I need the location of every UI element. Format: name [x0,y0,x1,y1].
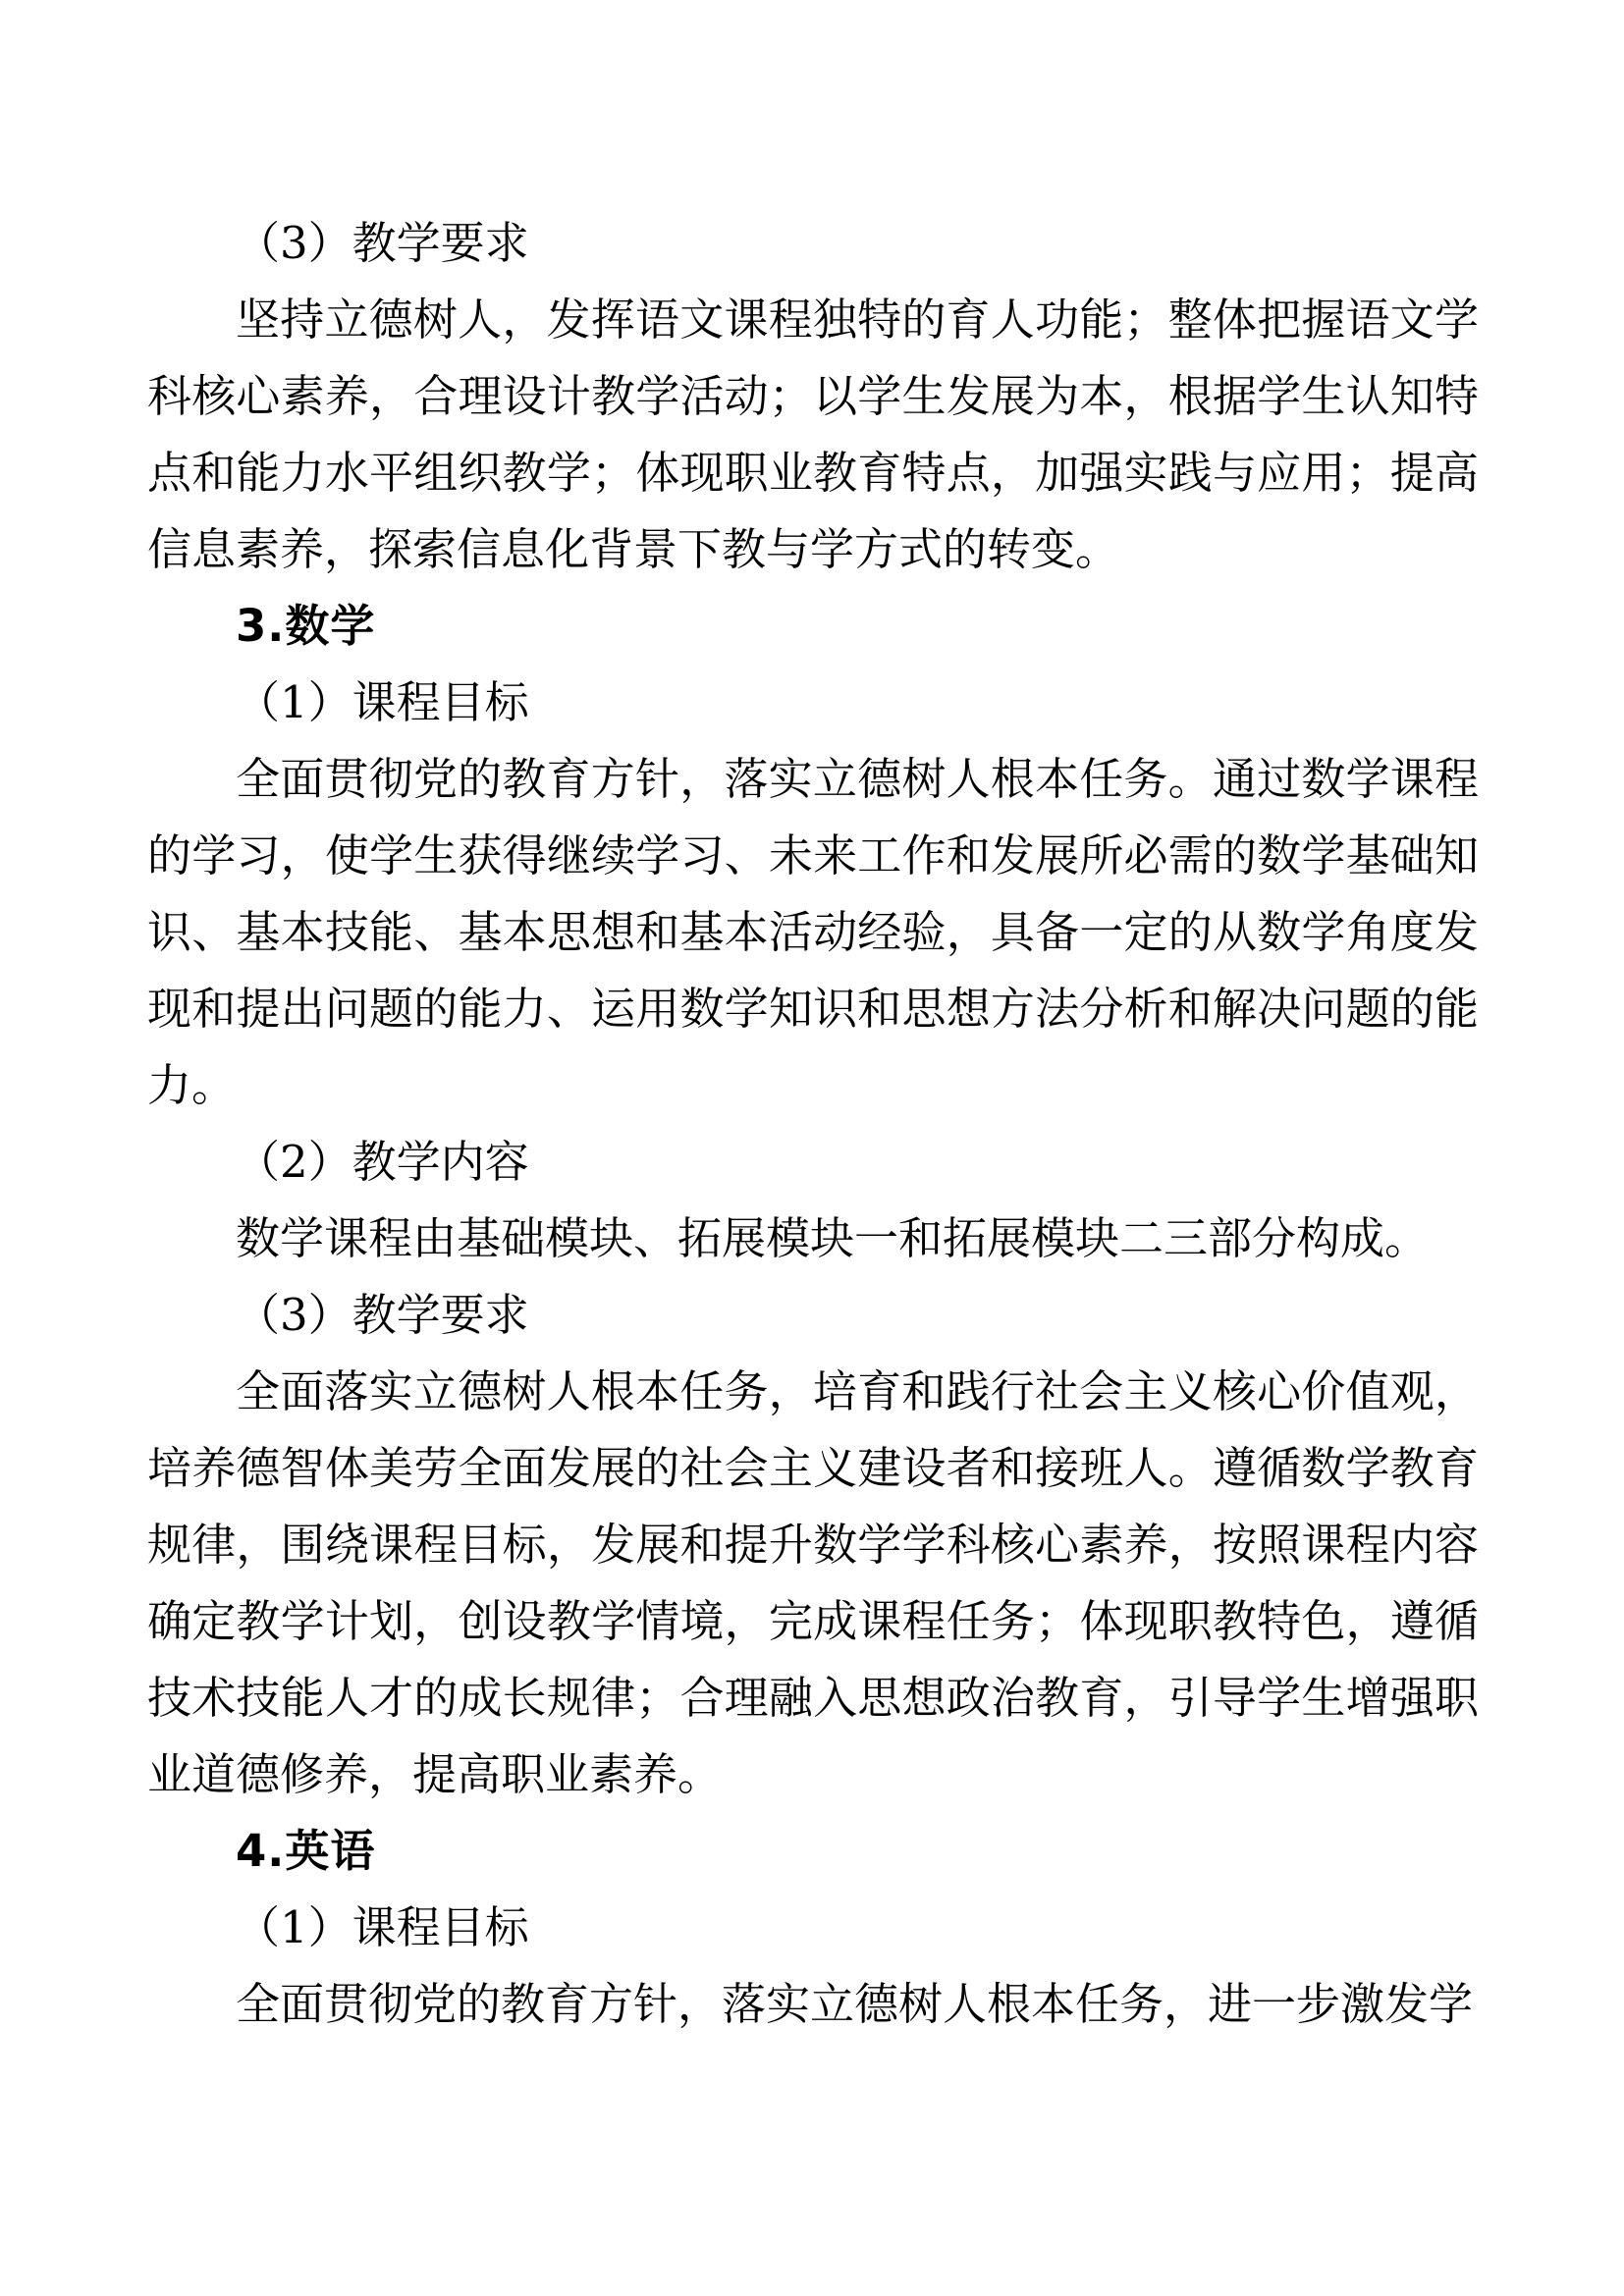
body-paragraph: 全面贯彻党的教育方针，落实立德树人根本任务，进一步激发学 [236,1978,1474,2030]
numbered-section-heading: 3.数学 [236,600,376,652]
body-paragraph: 坚持立德树人，发挥语文课程独特的育人功能；整体把握语文学科核心素养，合理设计教学活动；以学生发展为本，根据学生认知特点和能力水平组织教学；体现职业教育特点，加强实践与应用；提高信息素养，探索信息化背景下教与学方式的转变。 [147,294,1479,575]
body-paragraph: 数学课程由基础模块、拓展模块一和拓展模块二三部分构成。 [236,1212,1430,1264]
sub-heading: （3）教学要求 [236,217,529,269]
document-body [147,205,1479,2043]
sub-heading: （3）教学要求 [236,1289,529,1341]
sub-heading: （2）教学内容 [236,1136,529,1188]
body-paragraph: 全面贯彻党的教育方针，落实立德树人根本任务。通过数学课程的学习，使学生获得继续学习、未来工作和发展所必需的数学基础知识、基本技能、基本思想和基本活动经验，具备一定的从数学角度发现和提出问题的能力、运用数学知识和思想方法分析和解决问题的能力。 [147,753,1479,1111]
sub-heading: （1）课程目标 [236,1901,529,1953]
numbered-section-heading: 4.英语 [236,1825,376,1877]
body-paragraph: 全面落实立德树人根本任务，培育和践行社会主义核心价值观，培养德智体美劳全面发展的社会主义建设者和接班人。遵循数学教育规律，围绕课程目标，发展和提升数学学科核心素养，按照课程内容确定教学计划，创设教学情境，完成课程任务；体现职教特色，遵循技术技能人才的成长规律；合理融入思想政治教育，引导学生增强职业道德修养，提高职业素养。 [147,1365,1479,1800]
sub-heading: （1）课程目标 [236,676,529,728]
